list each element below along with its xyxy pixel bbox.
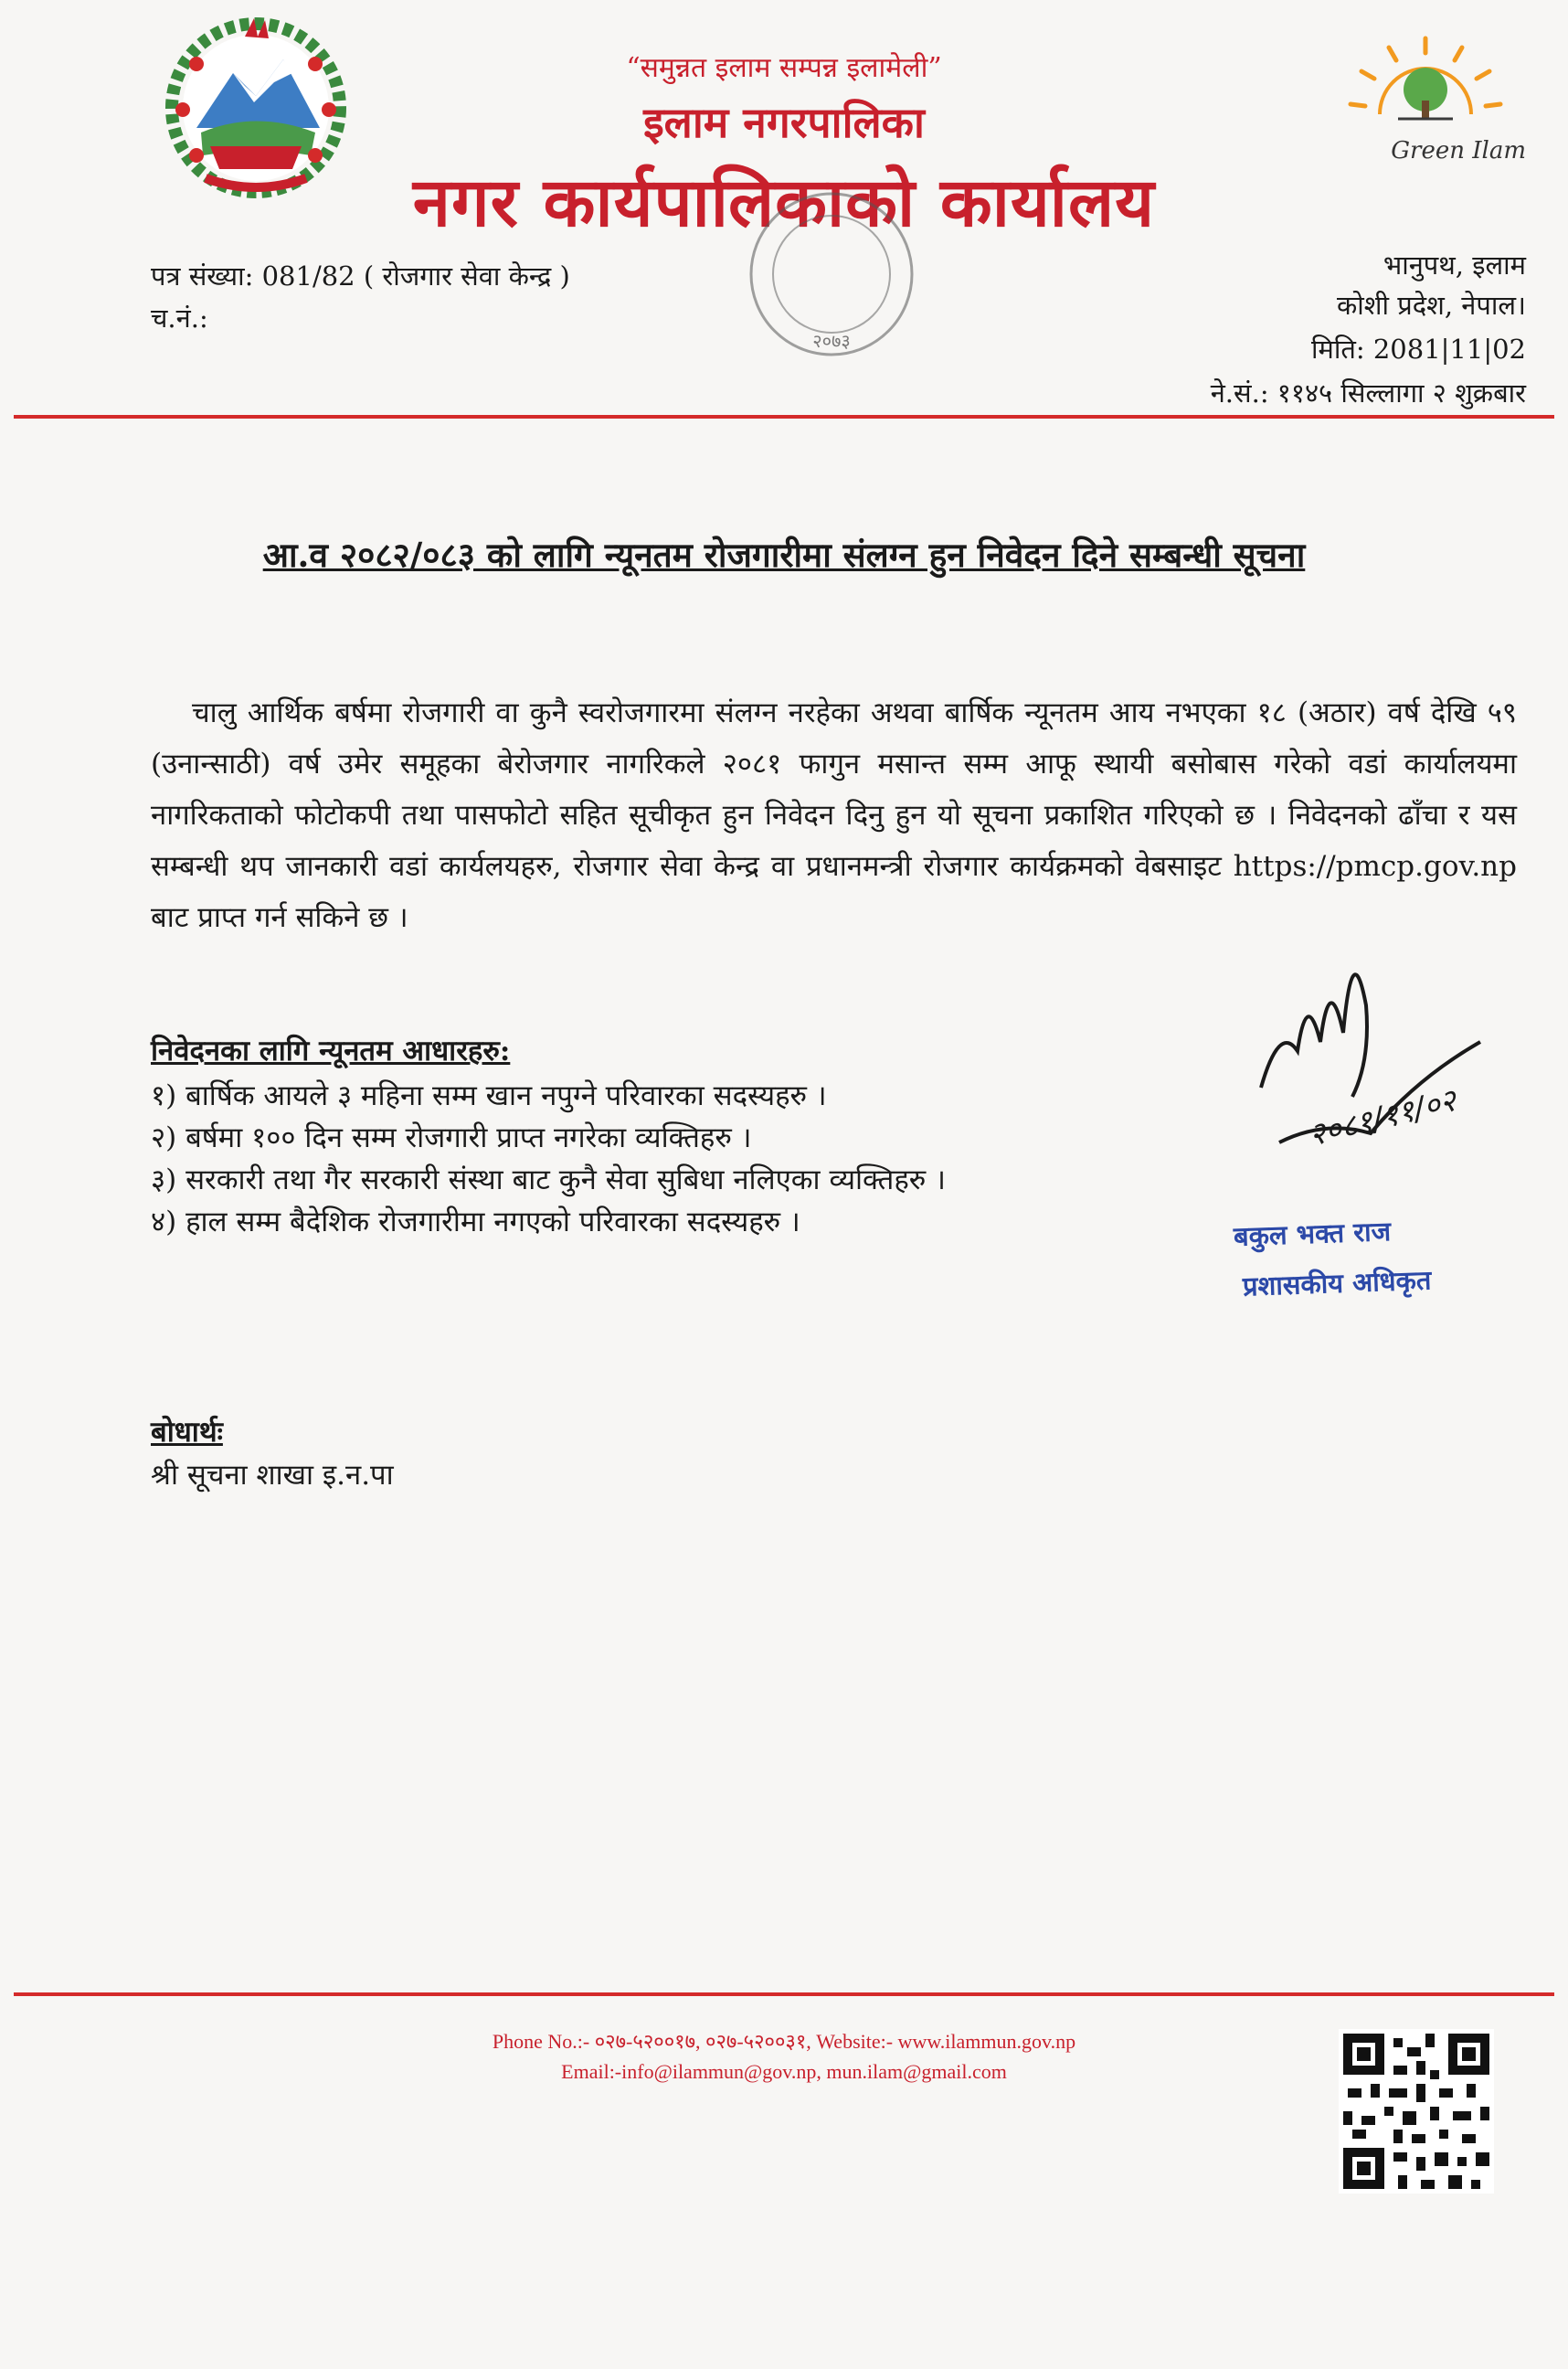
green-ilam-text: Green Ilam	[1391, 137, 1526, 165]
office-name: नगर कार्यपालिकाको कार्यालय	[412, 164, 1156, 242]
criteria-item: ३) सरकारी तथा गैर सरकारी संस्था बाट कुनै सेवा सुबिधा नलिएका व्यक्तिहरु ।	[151, 1163, 946, 1196]
dispatch-number: च.नं.:	[151, 303, 208, 334]
footer-email: Email:-info@ilammun@gov.np, mun.ilam@gmail.com	[561, 2060, 1007, 2083]
criteria-item: १) बार्षिक आयले ३ महिना सम्म खान नपुग्ने परिवारका सदस्यहरु ।	[151, 1079, 827, 1112]
notice-subject: आ.व २०८२/०८३ को लागि न्यूनतम रोजगारीमा संलग्न हुन निवेदन दिने सम्बन्धी सूचना	[262, 535, 1306, 575]
criteria-item: ४) हाल सम्म बैदेशिक रोजगारीमा नगएको परिवारका सदस्यहरु ।	[151, 1206, 800, 1238]
criteria-heading: निवेदनका लागि न्यूनतम आधारहरु:	[151, 1035, 511, 1068]
signatory-title: प्रशासकीय अधिकृत	[1242, 1264, 1432, 1302]
header-divider	[14, 415, 1554, 419]
criteria-list	[151, 1075, 946, 1243]
nepal-sambat-date: ने.सं.: ११४५ सिल्लागा २ शुक्रबार	[1210, 377, 1526, 409]
handwritten-signature	[1243, 914, 1499, 1188]
date: मिति: 2081|11|02	[1310, 334, 1526, 365]
copy-to-heading: बोधार्थः	[151, 1416, 223, 1449]
footer-divider	[14, 1992, 1554, 1996]
address-line-1: भानुपथ, इलाम	[1383, 250, 1526, 281]
letter-number: पत्र संख्या: 081/82 ( रोजगार सेवा केन्द्र )	[151, 260, 570, 292]
criteria-item: २) बर्षमा १०० दिन सम्म रोजगारी प्राप्त नगरेका व्यक्तिहरु ।	[151, 1121, 752, 1154]
motto: “समुन्नत इलाम सम्पन्न इलामेली”	[626, 52, 942, 84]
signatory-name: बकुल भक्त राज	[1233, 1216, 1392, 1252]
notice-body: चालु आर्थिक बर्षमा रोजगारी वा कुनै स्वरोजगारमा संलग्न नरहेका अथवा बार्षिक न्यूनतम आय नभएका १८ (अठार) वर्ष देखि ५९ (उनान्साठी) वर्ष उमेर समूहका बेरोजगार नागरिकले २०८१ फागुन मसान्त सम्म आफू स्थायी बसोबास गरेको वडां कार्यालयमा नागरिकताको फोटोकपी तथा पासफोटो सहित सूचीकृत हुन निवेदन दिनु हुन यो सूचना प्रकाशित गरिएको छ । निवेदनको ढाँचा र यस सम्बन्धी थप जानकारी वडां कार्यलयहरु, रोजगार सेवा केन्द्र वा प्रधानमन्त्री रोजगार कार्यक्रमको वेबसाइट https://pmcp.gov.np बाट प्राप्त गर्न सकिने छ ।	[151, 696, 1517, 934]
stamp-year: २०७३	[812, 330, 851, 352]
municipality-name: इलाम नगरपालिका	[643, 98, 925, 147]
official-stamp	[708, 183, 955, 366]
signature-date: २०८१/११/०२	[1305, 1082, 1460, 1154]
copy-to-recipient: श्री सूचना शाखा इ.न.पा	[151, 1459, 394, 1492]
footer-phone-website: Phone No.:- ०२७-५२००१७, ०२७-५२००३१, Website:- www.ilammun.gov.np	[492, 2030, 1076, 2053]
qr-code[interactable]	[1339, 2029, 1494, 2194]
address-line-2: कोशी प्रदेश, नेपाल।	[1336, 290, 1526, 321]
